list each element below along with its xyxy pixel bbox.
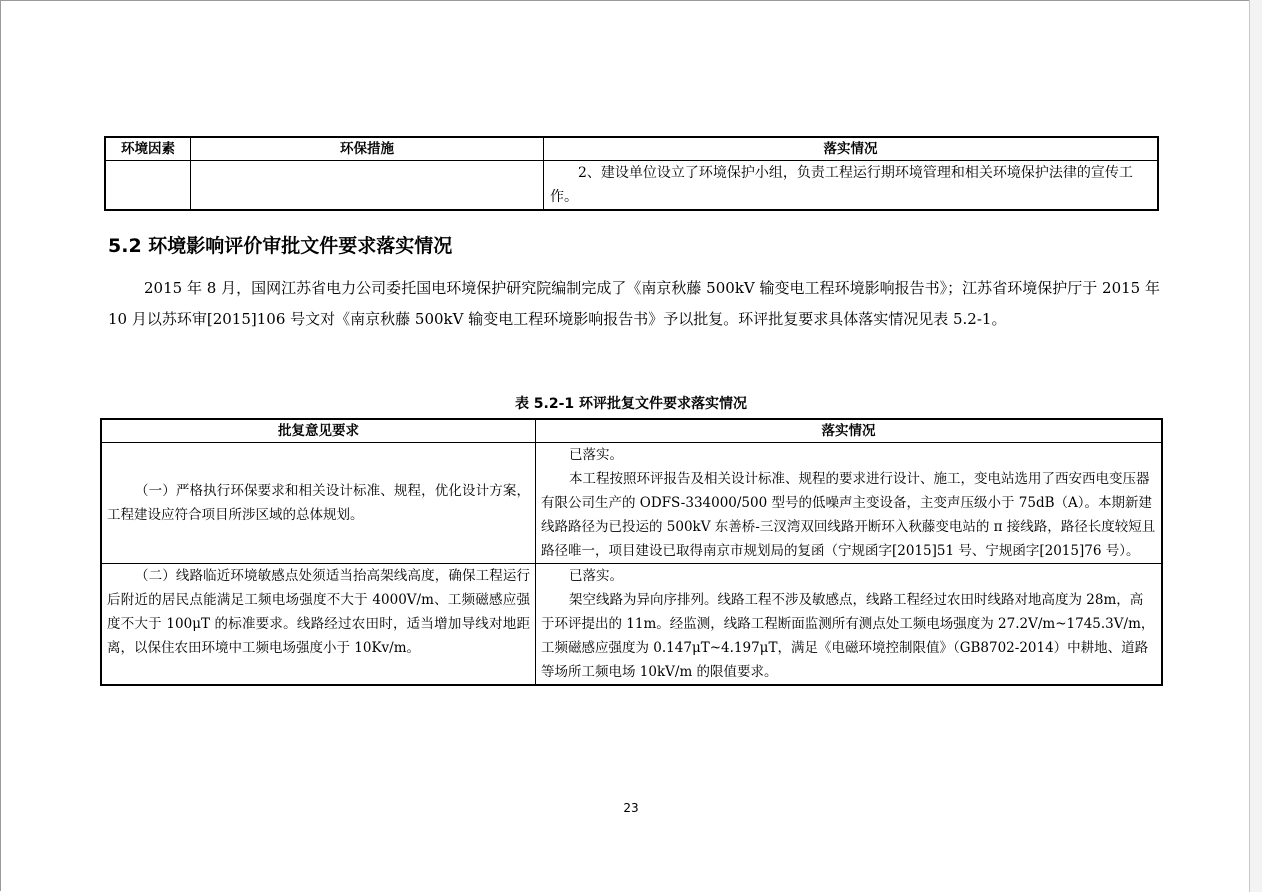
approval-table [100,418,1163,686]
cell-implementation [544,161,1159,211]
section-paragraph: 2015 年 8 月，国网江苏省电力公司委托国电环境保护研究院编制完成了《南京秋藤 500kV 输变电工程环境影响报告书》；江苏省环境保护厅于 2015 年 10 月以苏环审[2015]106 号文对《南京秋藤 500kV 输变电工程环境影响报告书》予以批复。环评批复要求具体落实情况见表 5.2-1。 [108,279,1160,328]
cell-measure [191,161,544,211]
header-environment-factor: 环境因素 [105,137,191,161]
status-cell [536,443,1163,564]
section-heading: 5.2 环境影响评价审批文件要求落实情况 [108,235,453,257]
requirement-text: （二）线路临近环境敏感点处须适当抬高架线高度，确保工程运行后附近的居民点能满足工频电场强度不大于 4000V/m、工频磁感应强度不大于 100μT 的标准要求。线路经过农田时，适当增加导线对地距离，以保住农田环境中工频电场强度小于 10Kv/m。 [107,568,530,656]
header-implementation: 落实情况 [544,137,1159,161]
requirement-cell [101,564,536,686]
table-caption: 表 5.2-1 环评批复文件要求落实情况 [514,396,748,412]
implementation-text: 2、建设单位设立了环境保护小组，负责工程运行期环境管理和相关环境保护法律的宣传工作。 [550,165,1133,205]
requirement-cell [101,443,536,564]
cell-factor [105,161,191,211]
status-cell [536,564,1163,686]
table-header-row [105,137,1158,161]
status-text: 已落实。 [569,568,623,584]
table-row [101,443,1162,564]
detail-text: 本工程按照环评报告及相关设计标准、规程的要求进行设计、施工，变电站选用了西安西电变压器有限公司生产的 ODFS-334000/500 型号的低噪声主变设备，主变声压级小于 75dB（A）。本期新建线路路径为已投运的 500kV 东善桥-三汊湾双回线路开断环入秋藤变电站的 π 接线路，路径长度较短且路径唯一，项目建设已取得南京市规划局的复函（宁规函字[2015]51 号、宁规函字[2015]76 号）。 [541,471,1156,559]
header-status: 落实情况 [536,419,1163,443]
header-approval-requirement: 批复意见要求 [101,419,536,443]
table-header-row [101,419,1162,443]
detail-text: 架空线路为异向序排列。线路工程不涉及敏感点，线路工程经过农田时线路对地高度为 28m，高于环评提出的 11m。经监测，线路工程断面监测所有测点处工频电场强度为 27.2V/m~1745.3V/m，工频磁感应强度为 0.147μT~4.197μT，满足《电磁环境控制限值》（GB8702-2014）中耕地、道路等场所工频电场 10kV/m 的限值要求。 [541,592,1155,680]
page-number: 23 [623,801,639,815]
viewer-scroll-strip[interactable] [1249,0,1262,892]
table-row [101,564,1162,686]
continuation-table [104,136,1159,211]
table-row [105,161,1158,211]
header-protection-measure: 环保措施 [191,137,544,161]
status-text: 已落实。 [569,447,623,463]
requirement-text: （一）严格执行环保要求和相关设计标准、规程，优化设计方案，工程建设应符合项目所涉区域的总体规划。 [107,483,530,523]
